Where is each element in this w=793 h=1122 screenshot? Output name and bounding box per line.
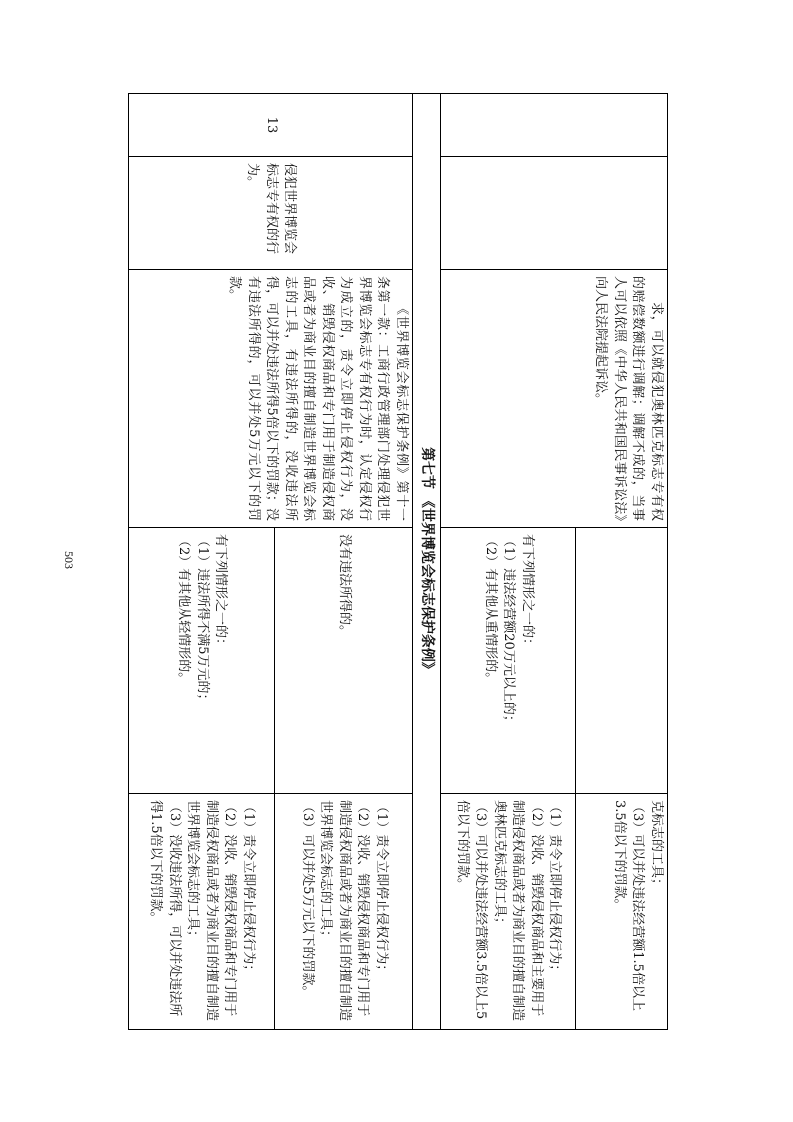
table-row bbox=[275, 94, 413, 1030]
cell-line: （1）责令立即停止侵权行为； bbox=[547, 800, 563, 978]
cell-line: （3）可以并处违法经营额3.5倍以上5倍以下的罚款。 bbox=[455, 800, 489, 1020]
cell-line: （1）责令立即停止侵权行为； bbox=[241, 800, 256, 978]
penalty-cell bbox=[129, 794, 275, 1030]
section-row bbox=[413, 94, 441, 1030]
law-basis-cell: 求，可以就侵犯奥林匹克标志专有权的赔偿数额进行调解；调解不成的，当事人可以依照《中华人民共和国民事诉讼法》向人民法院提起诉讼。 bbox=[441, 270, 668, 528]
act-cell bbox=[441, 157, 668, 270]
penalty-cell bbox=[275, 794, 413, 1030]
cell-line: （2）有其他从轻情形的。 bbox=[176, 534, 192, 686]
condition-cell bbox=[576, 528, 668, 794]
condition-cell bbox=[129, 528, 275, 794]
condition-cell bbox=[441, 528, 576, 794]
cell-line: （2）没收、销毁侵权商品和专门用于制造侵权商品或者为商业目的擅自制造世界博览会标志的工具； bbox=[318, 800, 371, 1022]
table-row bbox=[576, 94, 668, 1030]
penalty-cell bbox=[441, 794, 576, 1030]
cell-line: （3）可以并处违法经营额1.5倍以上3.5倍以下的罚款。 bbox=[612, 800, 646, 1011]
condition-cell bbox=[275, 528, 413, 794]
cell-line: （1）违法所得不满5万元的； bbox=[194, 534, 210, 707]
cell-line: （3）可以并处5万元以下的罚款。 bbox=[299, 800, 315, 999]
row-number-cell: 13 bbox=[129, 94, 413, 157]
law-basis-cell: 《世界博览会标志保护条例》第十一条第一款：工商行政管理部门处理侵犯世界博览会标志专有权行为时，认定侵权行为成立的，责令立即停止侵权行为，没收、销毁侵权商品和专门用于制造侵权商品或者为商业目的擅自制造世界博览会标志的工具，有违法所得的，没收违法所得，可以并处违法所得5倍以下的罚款；没有违法所得的，可以并处5万元以下的罚款。 bbox=[129, 270, 413, 528]
penalty-cell bbox=[576, 794, 668, 1030]
penalty-table bbox=[128, 93, 668, 1030]
cell-line: （1）违法经营额20万元以上的； bbox=[501, 534, 517, 728]
page-number: 503 bbox=[62, 551, 76, 569]
cell-line: （2）没收、销毁侵权商品和主要用于制造侵权商品或者为商业目的擅自制造奥林匹克标志的工具； bbox=[492, 800, 544, 1022]
section-title: 第七节 《世界博览会标志保护条例》 bbox=[413, 94, 441, 1030]
cell-line: 没有违法所得的。 bbox=[336, 534, 352, 639]
row-number-cell bbox=[441, 94, 668, 157]
cell-line: 有下列情形之一的： bbox=[519, 534, 535, 652]
cell-line: （3）没收违法所得，可以并处违法所得1.5倍以下的罚款。 bbox=[148, 800, 182, 1017]
cell-line: 克标志的工具； bbox=[649, 800, 664, 892]
cell-line: （2）没收、销毁侵权商品和专门用于制造侵权商品或者为商业目的擅自制造世界博览会标志的工具； bbox=[185, 800, 238, 1022]
cell-line: （1）责令立即停止侵权行为； bbox=[373, 800, 389, 978]
cell-line: （2）有其他从重情形的。 bbox=[482, 534, 498, 686]
act-cell: 侵犯世界博览会标志专有权的行为。 bbox=[129, 157, 413, 270]
cell-line: 有下列情形之一的： bbox=[213, 534, 229, 652]
